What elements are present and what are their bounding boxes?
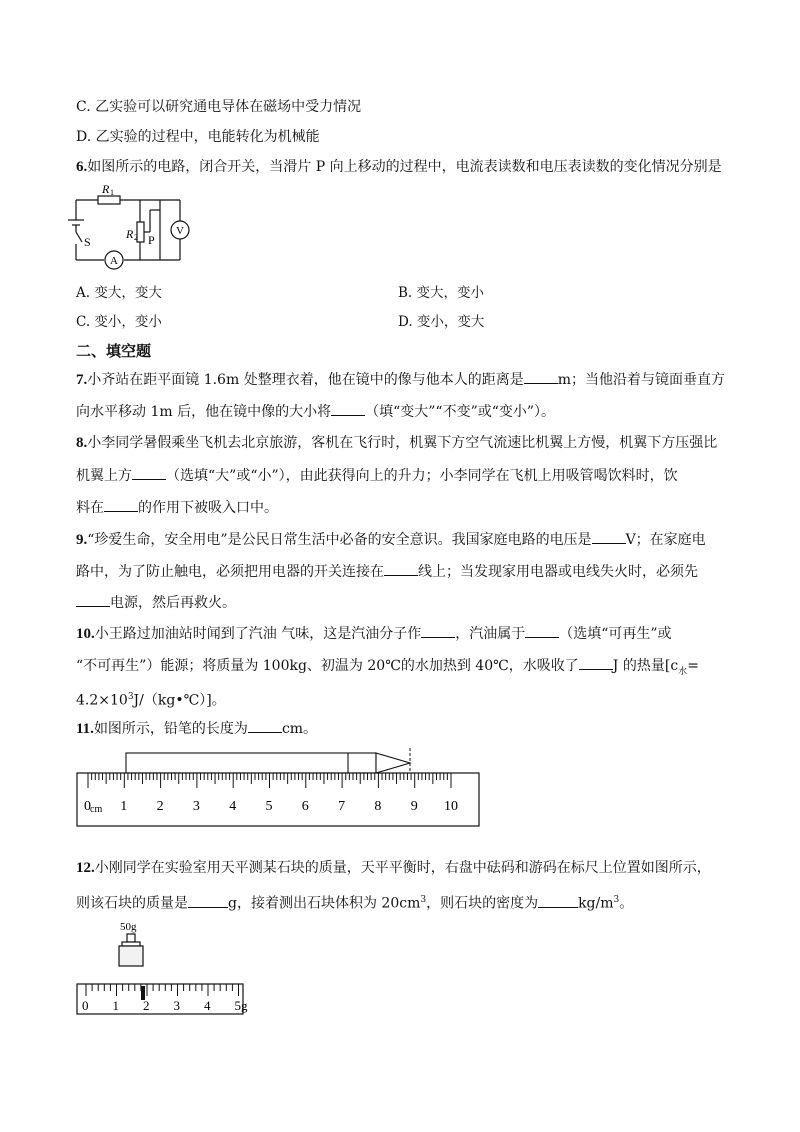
q6-circuit-diagram (64, 182, 204, 272)
ruler-label: 10 (444, 799, 458, 814)
q8-text-e: 的作用下被吸入口中。 (138, 500, 278, 516)
r2-label: R (126, 227, 134, 241)
q10-text-f: = (687, 658, 699, 674)
question-number: 8. (76, 435, 88, 451)
q12-text-d: ，则石块的密度为 (426, 895, 539, 912)
q8-line-3 (76, 497, 278, 518)
q8-text-d: 料在 (76, 500, 104, 516)
resistor-r1 (98, 196, 120, 204)
ruler-label: 1 (120, 799, 128, 814)
q12-line-2 (76, 890, 633, 914)
q8-text-b: 机翼上方 (76, 468, 132, 484)
q12-text-f: 。 (619, 895, 634, 912)
q7-text-c: 向水平移动 1m 后，他在镜中像的大小将 (76, 404, 332, 420)
scale-label: 2 (143, 998, 150, 1013)
answer-blank[interactable] (104, 497, 138, 512)
q11-text-a: 如图所示，铅笔的长度为 (93, 721, 248, 737)
question-number: 9. (76, 532, 88, 548)
q6-option-b: B. 变大，变小 (398, 285, 485, 301)
q6-option-c: C. 变小，变小 (76, 314, 162, 330)
answer-blank[interactable] (421, 623, 455, 638)
q9-text-e: 电源，然后再救火。 (110, 595, 236, 611)
q10-line-3 (76, 687, 226, 711)
scale-label: 3 (173, 998, 180, 1013)
q10-text-e: J 的热量[c (612, 658, 679, 674)
q12-line-1 (76, 858, 711, 878)
q5-option-d: D. 乙实验的过程中，电能转化为机械能 (76, 129, 320, 145)
q5-option-c: C. 乙实验可以研究通电导体在磁场中受力情况 (76, 99, 362, 115)
answer-blank[interactable] (579, 655, 613, 670)
answer-blank[interactable] (592, 529, 626, 544)
q12-superscript-2: 3 (613, 895, 620, 905)
q9-line-1 (76, 529, 706, 550)
q7-line-1 (76, 369, 725, 390)
answer-blank[interactable] (188, 893, 228, 908)
voltmeter-label: V (176, 225, 184, 237)
ruler-body (77, 773, 479, 826)
q9-text-c: 路中，为了防止触电，必须把用电器的开关连接在 (76, 564, 384, 580)
q12-rider-scale-figure (76, 982, 246, 1018)
r1-label: R (102, 182, 110, 196)
q12-text-c: g，接着测出石块体积为 20cm (228, 895, 421, 912)
answer-blank[interactable] (248, 718, 282, 733)
ruler-label: 2 (156, 799, 164, 814)
weight-label: 50g (120, 921, 137, 933)
ruler-label: 8 (374, 799, 382, 814)
q10-text-b: ，汽油属于 (455, 626, 526, 642)
ruler-label: 9 (410, 799, 418, 814)
r2-sub: 2 (134, 233, 138, 242)
q7-text-d: （填“变大”“不变”或“变小”）。 (365, 404, 556, 420)
q12-text-b: 则该石块的质量是 (76, 895, 188, 912)
scale-label: 5g (234, 998, 248, 1013)
q6-option-d: D. 变小，变大 (398, 314, 485, 330)
section-heading: 二、填空题 (76, 342, 152, 360)
q12-text-a: 小刚同学在实验室用天平测某石块的质量，天平平衡时，右盘中砝码和游码在标尺上位置如图所示， (94, 860, 711, 876)
ruler-label: 4 (229, 799, 237, 814)
scale-label: 4 (204, 998, 211, 1013)
q9-line-3 (76, 592, 236, 613)
q10-text-d: “不可再生”）能源；将质量为 100kg、初温为 20℃的水加热到 40℃，水吸收了 (76, 658, 579, 674)
switch-label: S (84, 235, 91, 249)
q10-text-c: （选填“可再生”或 (559, 626, 672, 642)
ruler-label: 7 (338, 799, 346, 814)
question-number: 6. (76, 159, 88, 175)
q7-line-2 (76, 401, 555, 422)
scale-body (77, 984, 243, 1014)
q10-text-a: 小王路过加油站时闻到了汽油 气味，这是汽油分子作 (94, 626, 422, 642)
q10-text-h: J/（kg•℃）]。 (133, 692, 226, 709)
q6-option-a: A. 变大，变大 (76, 285, 162, 301)
q6-stem (76, 157, 722, 177)
scale-label: 0 (82, 998, 89, 1013)
q9-line-2 (76, 561, 698, 582)
q8-text-c: （选填“大”或“小”），由此获得向上的升力；小李同学在飞机上用吸管喝饮料时，饮 (166, 468, 678, 484)
q10-line-1 (76, 623, 672, 644)
answer-blank[interactable] (331, 401, 365, 416)
q7-text-a: 小齐站在距平面镜 1.6m 处整理衣着，他在镜中的像与他本人的距离是 (87, 372, 524, 388)
q6-text: 如图所示的电路，闭合开关，当滑片 P 向上移动的过程中，电流表读数和电压表读数的变化情况分别是 (87, 159, 722, 175)
ruler-unit: cm (90, 804, 103, 815)
q10-line-2 (76, 655, 699, 682)
q8-text-a: 小李同学暑假乘坐飞机去北京旅游，客机在飞行时，机翼下方空气流速比机翼上方慢，机翼下方压强比 (87, 435, 718, 451)
pencil (126, 753, 410, 773)
answer-blank[interactable] (132, 465, 166, 480)
ammeter-label: A (110, 255, 118, 267)
answer-blank[interactable] (538, 893, 578, 908)
q10-subscript: 水 (678, 666, 688, 677)
q12-text-e: kg/m (578, 895, 614, 912)
q10-text-g: 4.2×10 (76, 692, 128, 709)
q9-text-b: V；在家庭电 (625, 532, 706, 548)
ruler-label: 6 (301, 799, 309, 814)
q7-text-b: m；当他沿着与镜面垂直方 (557, 372, 725, 388)
answer-blank[interactable] (525, 623, 559, 638)
answer-blank[interactable] (76, 592, 110, 607)
weight-50g-icon (119, 934, 143, 966)
resistor-r2 (137, 222, 144, 242)
q10-superscript: 3 (127, 692, 134, 702)
q8-line-1 (76, 433, 717, 453)
answer-blank[interactable] (384, 561, 418, 576)
ruler-label: 0 (84, 799, 91, 814)
question-number: 12. (76, 860, 95, 876)
ruler-label: 5 (265, 799, 273, 814)
q9-text-d: 线上；当发现家用电器或电线失火时，必须先 (418, 564, 698, 580)
ruler-label: 3 (192, 799, 200, 814)
q11-line-1 (76, 718, 317, 739)
q12-superscript: 3 (420, 895, 427, 905)
question-number: 10. (76, 626, 95, 642)
q9-text-a: “珍爱生命，安全用电”是公民日常生活中必备的安全意识。我国家庭电路的电压是 (87, 532, 592, 548)
q12-weight-figure (112, 918, 152, 970)
question-number: 11. (76, 721, 94, 737)
q11-text-b: cm。 (281, 721, 318, 737)
answer-blank[interactable] (524, 369, 558, 384)
q11-ruler-figure (76, 748, 481, 830)
q8-line-2 (76, 465, 678, 486)
slider-p-label: P (148, 233, 155, 247)
question-number: 7. (76, 372, 88, 388)
r1-sub: 1 (110, 188, 114, 197)
scale-label: 1 (112, 998, 119, 1013)
